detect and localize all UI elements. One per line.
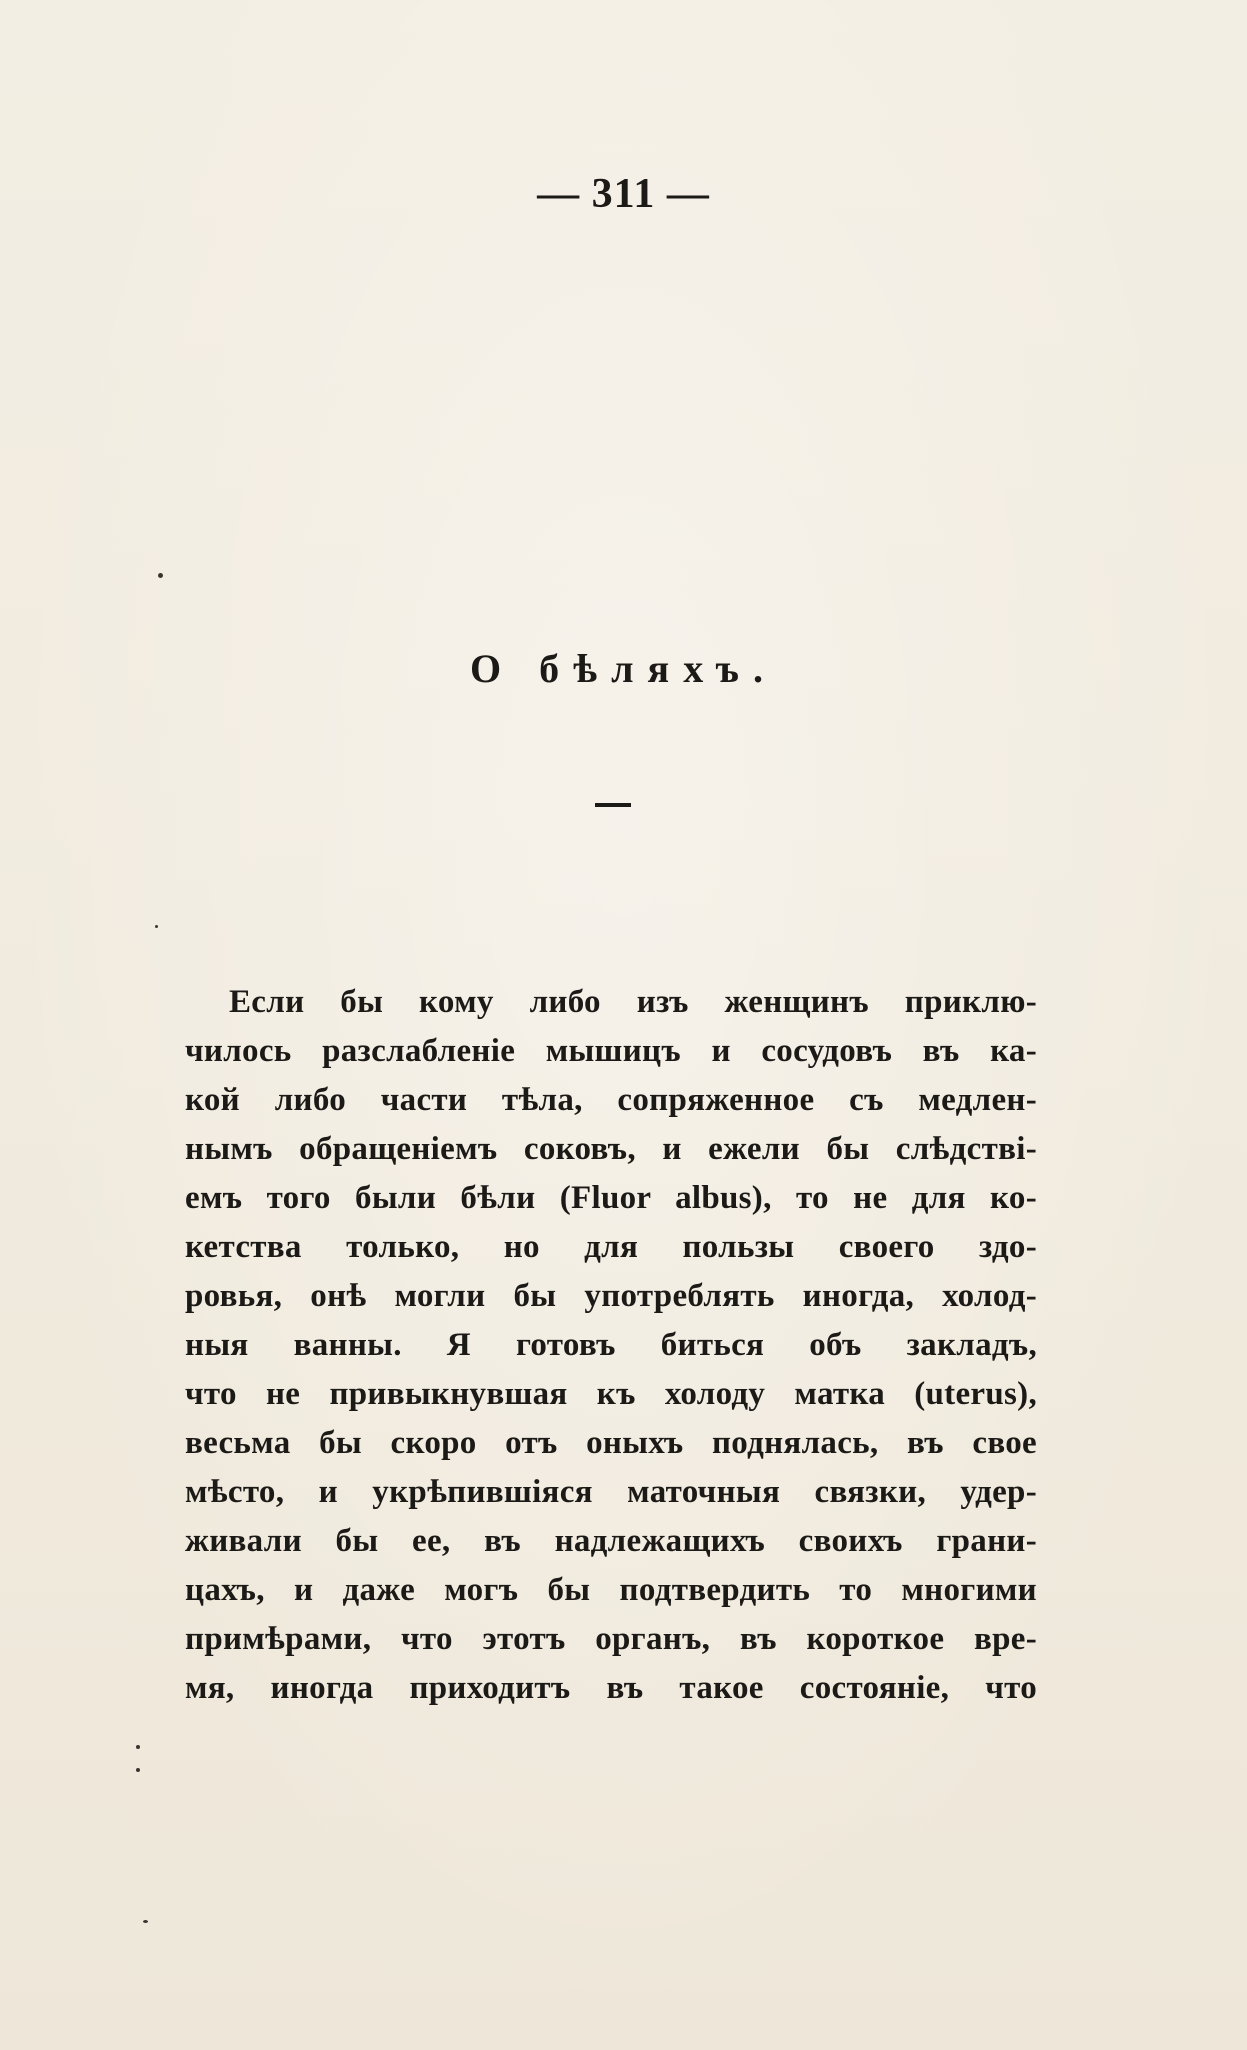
text-line: мя, иногда приходитъ въ такое состояніе, что: [185, 1670, 1037, 1706]
text-line: весьма бы скоро отъ оныхъ поднялась, въ свое: [185, 1425, 1037, 1461]
text-line: Если бы кому либо изъ женщинъ приклю-: [229, 984, 1037, 1020]
text-line: цахъ, и даже могъ бы подтвердить то многими: [185, 1572, 1037, 1608]
page-number: — 311 —: [537, 171, 710, 217]
text-line: нымъ обращеніемъ соковъ, и ежели бы слѣдстві-: [185, 1131, 1037, 1167]
text-line: ныя ванны. Я готовъ биться объ закладъ,: [185, 1327, 1037, 1363]
text-line: ровья, онѣ могли бы употреблять иногда, холод-: [185, 1278, 1037, 1314]
paper-speck: [136, 1745, 140, 1749]
paper-speck: [136, 1768, 140, 1772]
text-line: что не привыкнувшая къ холоду матка (uterus),: [185, 1376, 1037, 1412]
body-paragraph: [185, 978, 1037, 1713]
text-line: примѣрами, что этотъ органъ, въ короткое вре-: [185, 1621, 1037, 1657]
text-line: чилось разслабленіе мышицъ и сосудовъ въ ка-: [185, 1033, 1037, 1069]
text-line: емъ того были бѣли (Fluor albus), то не для ко-: [185, 1180, 1037, 1216]
text-line: мѣсто, и укрѣпившіяся маточныя связки, удер-: [185, 1474, 1037, 1510]
section-heading: О бѣляхъ.: [470, 646, 777, 691]
heading-rule: [595, 803, 631, 807]
text-line: живали бы ее, въ надлежащихъ своихъ грани-: [185, 1523, 1037, 1559]
paper-speck: [158, 573, 163, 578]
text-line: кетства только, но для пользы своего здо-: [185, 1229, 1037, 1265]
show-through-text: [200, 260, 1030, 980]
text-line: кой либо части тѣла, сопряженное съ медлен-: [185, 1082, 1037, 1118]
paper-speck: [143, 1920, 148, 1923]
paper-speck: [155, 925, 158, 928]
